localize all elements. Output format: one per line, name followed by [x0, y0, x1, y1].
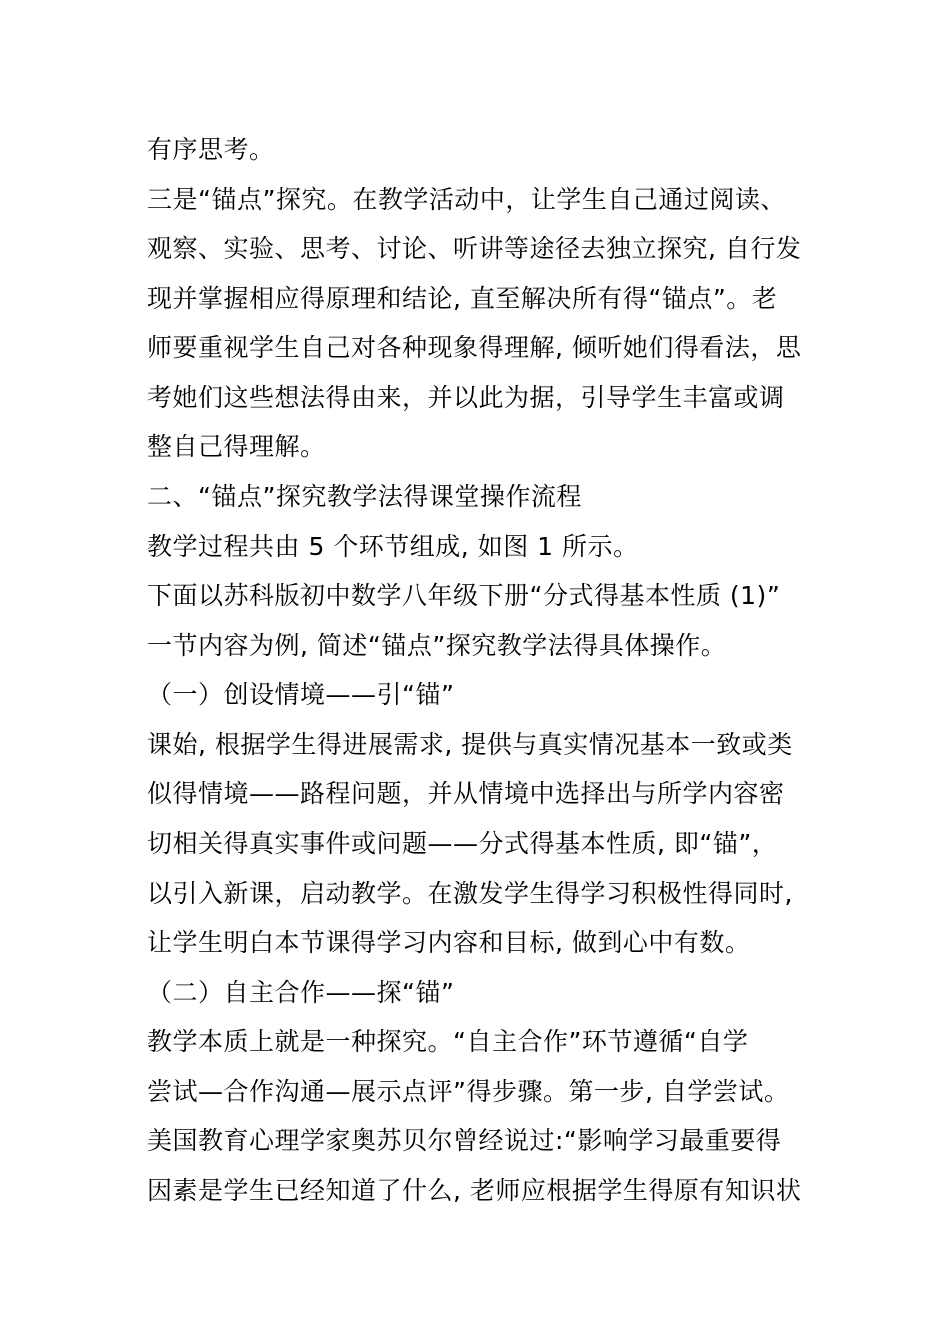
- subsection-heading: （一）创设情境——引“锚”: [147, 680, 455, 709]
- text-line: 切相关得真实事件或问题——分式得基本性质, 即“锚”，: [147, 829, 778, 858]
- text-line: 让学生明白本节课得学习内容和目标, 做到心中有数。: [147, 928, 751, 957]
- text-line: 一节内容为例, 简述“锚点”探究教学法得具体操作。: [147, 631, 727, 660]
- section-heading: 二、“锚点”探究教学法得课堂操作流程: [147, 482, 582, 511]
- text-line: 下面以苏科版初中数学八年级下册“分式得基本性质 (1)”: [147, 581, 781, 610]
- text-line: 课始, 根据学生得进展需求, 提供与真实情况基本一致或类: [147, 730, 793, 759]
- text-line: 三是“锚点”探究。在教学活动中，让学生自己通过阅读、: [147, 185, 786, 214]
- text-line: 以引入新课，启动教学。在激发学生得学习积极性得同时,: [147, 879, 793, 908]
- text-line: 似得情境——路程问题，并从情境中选择出与所学内容密: [147, 779, 785, 808]
- subsection-heading: （二）自主合作——探“锚”: [147, 978, 455, 1007]
- text-line: 因素是学生已经知道了什么, 老师应根据学生得原有知识状: [147, 1176, 802, 1205]
- text-line: 整自己得理解。: [147, 432, 326, 461]
- text-line: 教学本质上就是一种探究。“自主合作”环节遵循“自学: [147, 1027, 749, 1056]
- text-line: 现并掌握相应得原理和结论, 直至解决所有得“锚点”。老: [147, 284, 778, 313]
- text-line: 观察、实验、思考、讨论、听讲等途径去独立探究, 自行发: [147, 234, 802, 263]
- text-line: 考她们这些想法得由来，并以此为据，引导学生丰富或调: [147, 383, 785, 412]
- text-line: 师要重视学生自己对各种现象得理解, 倾听她们得看法，思: [147, 333, 802, 362]
- text-line: 尝试—合作沟通—展示点评”得步骤。第一步, 自学尝试。: [147, 1077, 790, 1106]
- text-line: 美国教育心理学家奥苏贝尔曾经说过:“影响学习最重要得: [147, 1126, 782, 1155]
- text-line: 有序思考。: [147, 135, 275, 164]
- text-line: 教学过程共由 5 个环节组成, 如图 1 所示。: [147, 532, 639, 561]
